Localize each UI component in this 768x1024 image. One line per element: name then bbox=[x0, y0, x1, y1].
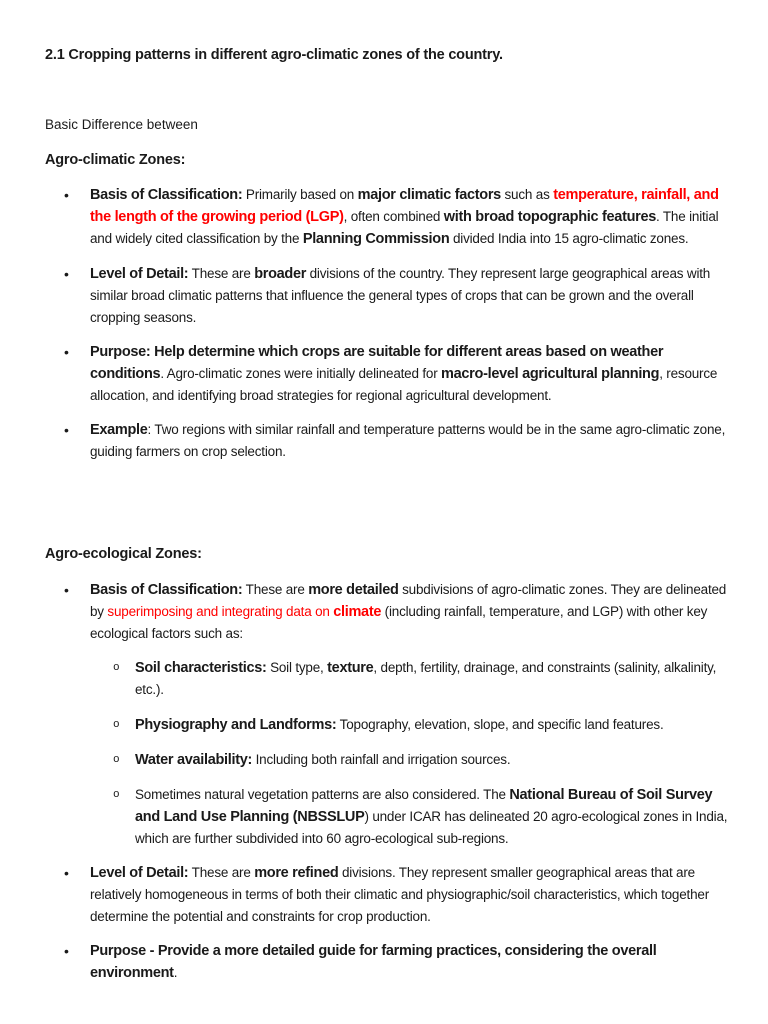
aez-purpose-label: Purpose - Provide a more detailed guide for farming practices, considering the overall environment bbox=[90, 943, 657, 981]
agro-climatic-heading: Agro-climatic Zones: bbox=[45, 152, 186, 168]
text-run: Including both rainfall and irrigation sources. bbox=[252, 752, 511, 767]
bullet-icon: • bbox=[64, 943, 69, 959]
text-run: (including rainfall, temperature, and LGP) with other key ecological factors such as: bbox=[90, 604, 708, 641]
text-run: These are bbox=[188, 865, 255, 880]
bold-run: more detailed bbox=[308, 582, 399, 598]
acz-basis-item bbox=[90, 184, 730, 250]
text-run: Topography, elevation, slope, and specific land features. bbox=[336, 717, 664, 732]
acz-level-item bbox=[90, 263, 730, 329]
aez-water-label: Water availability: bbox=[135, 752, 253, 768]
intro-text: Basic Difference between bbox=[45, 117, 198, 132]
text-run: These are bbox=[188, 266, 255, 281]
bullet-icon: • bbox=[64, 582, 69, 598]
aez-water-item bbox=[135, 749, 730, 771]
bold-run: with broad topographic features bbox=[443, 209, 657, 225]
agro-ecological-heading: Agro-ecological Zones: bbox=[45, 546, 202, 562]
text-run: . bbox=[173, 965, 178, 980]
text-run: Sometimes natural vegetation patterns are also considered. The bbox=[135, 787, 510, 802]
highlight-run: temperature, rainfall, and the length of the growing period (LGP) bbox=[90, 187, 719, 225]
bold-run: more refined bbox=[254, 865, 339, 881]
acz-basis-label: Basis of Classification: bbox=[90, 187, 243, 203]
text-run: Soil type, bbox=[266, 660, 328, 675]
acz-purpose-label: Purpose: Help determine which crops are suitable for different areas based on weather conditions bbox=[90, 344, 664, 382]
highlight-run: climate bbox=[333, 604, 382, 620]
sub-bullet-icon: o bbox=[113, 754, 120, 766]
acz-example-label: Example bbox=[90, 422, 148, 438]
aez-soil-item bbox=[135, 657, 730, 701]
text-run: Primarily based on bbox=[242, 187, 358, 202]
text-run: : Two regions with similar rainfall and temperature patterns would be in the same agro-climatic zone, guiding farmers on crop selection. bbox=[90, 422, 726, 459]
aez-physio-item bbox=[135, 714, 730, 736]
acz-purpose-item bbox=[90, 341, 730, 407]
sub-bullet-icon: o bbox=[113, 719, 120, 731]
text-run: divided India into 15 agro-climatic zones. bbox=[449, 231, 689, 246]
aez-vegetation-item bbox=[135, 784, 730, 850]
text-run: divisions of the country. They represent large geographical areas with similar broad climatic patterns that influence the general types of crops that can be grown and the overall cropping seasons. bbox=[90, 266, 711, 325]
text-run: . Agro-climatic zones were initially delineated for bbox=[160, 366, 442, 381]
section-title: 2.1 Cropping patterns in different agro-climatic zones of the country. bbox=[45, 47, 503, 63]
bold-run: texture bbox=[327, 660, 374, 676]
bullet-icon: • bbox=[64, 422, 69, 438]
bold-run: macro-level agricultural planning bbox=[441, 366, 660, 382]
aez-soil-label: Soil characteristics: bbox=[135, 660, 267, 676]
text-run: subdivisions of agro-climatic zones. They are delineated by bbox=[90, 582, 727, 619]
text-run: , resource allocation, and identifying broad strategies for regional agricultural development. bbox=[90, 366, 718, 403]
aez-basis-item bbox=[90, 579, 730, 645]
aez-purpose-item bbox=[90, 940, 730, 984]
acz-example-item bbox=[90, 419, 730, 463]
acz-level-label: Level of Detail: bbox=[90, 266, 189, 282]
text-run: divisions. They represent smaller geographical areas that are relatively homogeneous in terms of both their climatic and physiographic/soil characteristics, which together determine the potential and constraints for crop production. bbox=[90, 865, 710, 924]
bullet-icon: • bbox=[64, 187, 69, 203]
highlight-run: superimposing and integrating data on bbox=[107, 604, 334, 619]
bold-run: National Bureau of Soil Survey and Land Use Planning (NBSSLUP bbox=[135, 787, 713, 825]
aez-level-label: Level of Detail: bbox=[90, 865, 189, 881]
text-run: , often combined bbox=[343, 209, 444, 224]
bullet-icon: • bbox=[64, 266, 69, 282]
aez-level-item bbox=[90, 862, 730, 928]
text-run: such as bbox=[500, 187, 554, 202]
text-run: These are bbox=[242, 582, 309, 597]
aez-physio-label: Physiography and Landforms: bbox=[135, 717, 337, 733]
bullet-icon: • bbox=[64, 865, 69, 881]
text-run: ) under ICAR has delineated 20 agro-ecological zones in India, which are further subdivided into 60 agro-ecological sub-regions. bbox=[135, 809, 728, 846]
bold-run: broader bbox=[254, 266, 307, 282]
sub-bullet-icon: o bbox=[113, 789, 120, 801]
bold-run: major climatic factors bbox=[357, 187, 501, 203]
bullet-icon: • bbox=[64, 344, 69, 360]
bold-run: Planning Commission bbox=[302, 231, 450, 247]
text-run: . The initial and widely cited classification by the bbox=[90, 209, 719, 246]
sub-bullet-icon: o bbox=[113, 662, 120, 674]
text-run: , depth, fertility, drainage, and constraints (salinity, alkalinity, etc.). bbox=[135, 660, 717, 697]
aez-basis-label: Basis of Classification: bbox=[90, 582, 243, 598]
